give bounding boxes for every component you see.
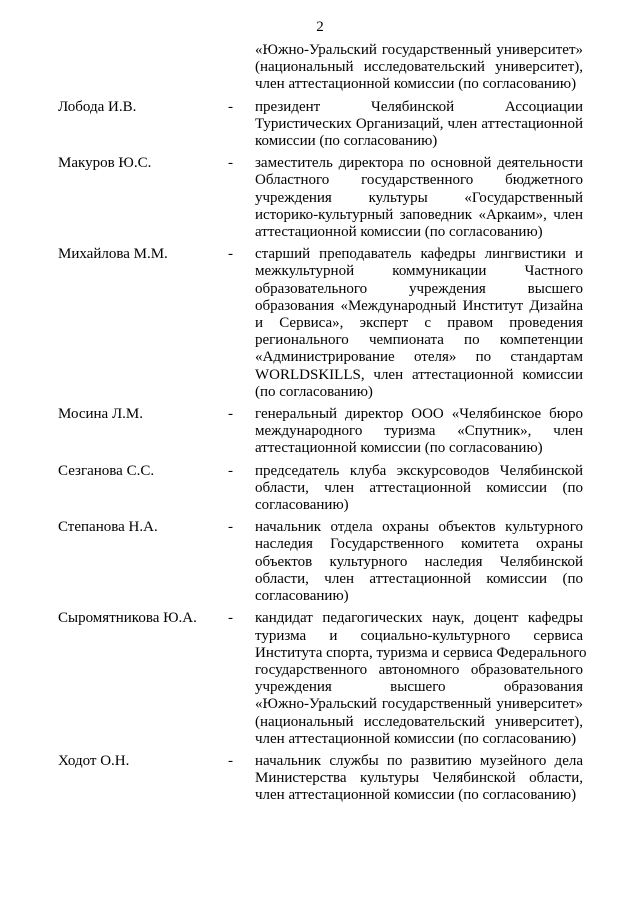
description-line: генеральный директор ООО «Челябинское бюро (255, 406, 583, 423)
member-description (255, 463, 583, 515)
description-line: старший преподаватель кафедры лингвистики и (255, 246, 583, 263)
member-entry (0, 155, 640, 241)
description-line: историко-культурный заповедник «Аркаим», член (255, 206, 583, 223)
member-entry (0, 246, 640, 401)
member-name: Макуров Ю.С. (58, 155, 152, 172)
continuation-entry (0, 42, 640, 94)
description-line: (по согласованию) (255, 383, 373, 400)
description-line: начальник отдела охраны объектов культурного (255, 519, 583, 536)
member-dash: - (228, 610, 233, 627)
member-dash: - (228, 519, 233, 536)
member-description (255, 42, 583, 94)
member-name: Сыромятникова Ю.А. (58, 610, 197, 627)
member-name: Степанова Н.А. (58, 519, 158, 536)
description-line: WORLDSKILLS, член аттестационной комиссии (255, 366, 583, 383)
member-entry (0, 406, 640, 458)
member-dash: - (228, 98, 233, 115)
description-line: образования «Международный Институт Дизайна (255, 297, 583, 314)
member-entry (0, 753, 640, 805)
member-description (255, 610, 587, 748)
member-name: Ходот О.Н. (58, 752, 130, 769)
description-line: (национальный исследовательский университет), (255, 713, 583, 730)
member-description (255, 753, 583, 805)
description-line: учреждения высшего образования (255, 679, 583, 696)
description-line: области, член аттестационной комиссии (по (255, 479, 583, 496)
commission-list (0, 42, 640, 805)
member-entry (0, 610, 640, 748)
member-entry (0, 99, 640, 151)
description-line: международного туризма «Спутник», член (255, 423, 583, 440)
description-line: (национальный исследовательский университет), (255, 59, 583, 76)
description-line: согласованию) (255, 588, 349, 605)
description-line: «Южно-Уральский государственный университет» (255, 42, 583, 58)
description-line: член аттестационной комиссии (по согласованию) (255, 787, 577, 804)
description-line: председатель клуба экскурсоводов Челябинской (255, 462, 583, 479)
description-line: образовательного учреждения высшего (255, 280, 583, 297)
description-line: Туристических Организаций, член аттестационной (255, 115, 583, 132)
member-name: Сезганова С.С. (58, 462, 155, 479)
description-line: Областного государственного бюджетного (255, 172, 583, 189)
description-line: межкультурной коммуникации Частного (255, 263, 583, 280)
description-line: комиссии (по согласованию) (255, 133, 438, 150)
member-entry (0, 519, 640, 605)
description-line: государственного автономного образовательного (255, 661, 583, 678)
description-line: «Администрирование отеля» по стандартам (255, 349, 583, 366)
description-line: «Южно-Уральский государственный университет» (255, 696, 583, 713)
member-name: Лобода И.В. (58, 98, 137, 115)
description-line: согласованию) (255, 497, 349, 514)
description-line: и Сервиса», эксперт с правом проведения (255, 315, 583, 332)
page-number: 2 (316, 19, 324, 35)
member-description (255, 99, 583, 151)
member-dash: - (228, 462, 233, 479)
description-line: президент Челябинской Ассоциации (255, 98, 583, 115)
member-dash: - (228, 752, 233, 769)
description-line: заместитель директора по основной деятельности (255, 155, 583, 172)
member-name: Михайлова М.М. (58, 246, 168, 263)
description-line: Института спорта, туризма и сервиса Федерального (255, 644, 587, 661)
description-line: учреждения культуры «Государственный (255, 189, 583, 206)
description-line: объектов культурного наследия Челябинской (255, 553, 583, 570)
member-name: Мосина Л.М. (58, 406, 143, 423)
member-description (255, 155, 583, 241)
description-line: аттестационной комиссии (по согласованию) (255, 224, 543, 241)
description-line: Министерства культуры Челябинской области, (255, 770, 583, 787)
description-line: член аттестационной комиссии (по согласованию) (255, 76, 577, 93)
description-line: наследия Государственного комитета охраны (255, 536, 583, 553)
description-line: начальник службы по развитию музейного дела (255, 752, 583, 769)
member-entry (0, 463, 640, 515)
member-description (255, 406, 583, 458)
description-line: регионального чемпионата по компетенции (255, 332, 583, 349)
member-dash: - (228, 406, 233, 423)
description-line: кандидат педагогических наук, доцент кафедры (255, 610, 583, 627)
description-line: области, член аттестационной комиссии (по (255, 570, 583, 587)
member-description (255, 519, 583, 605)
member-dash: - (228, 155, 233, 172)
member-dash: - (228, 246, 233, 263)
description-line: туризма и социально-культурного сервиса (255, 627, 583, 644)
description-line: аттестационной комиссии (по согласованию) (255, 440, 543, 457)
description-line: член аттестационной комиссии (по согласованию) (255, 730, 577, 747)
member-description (255, 246, 583, 401)
